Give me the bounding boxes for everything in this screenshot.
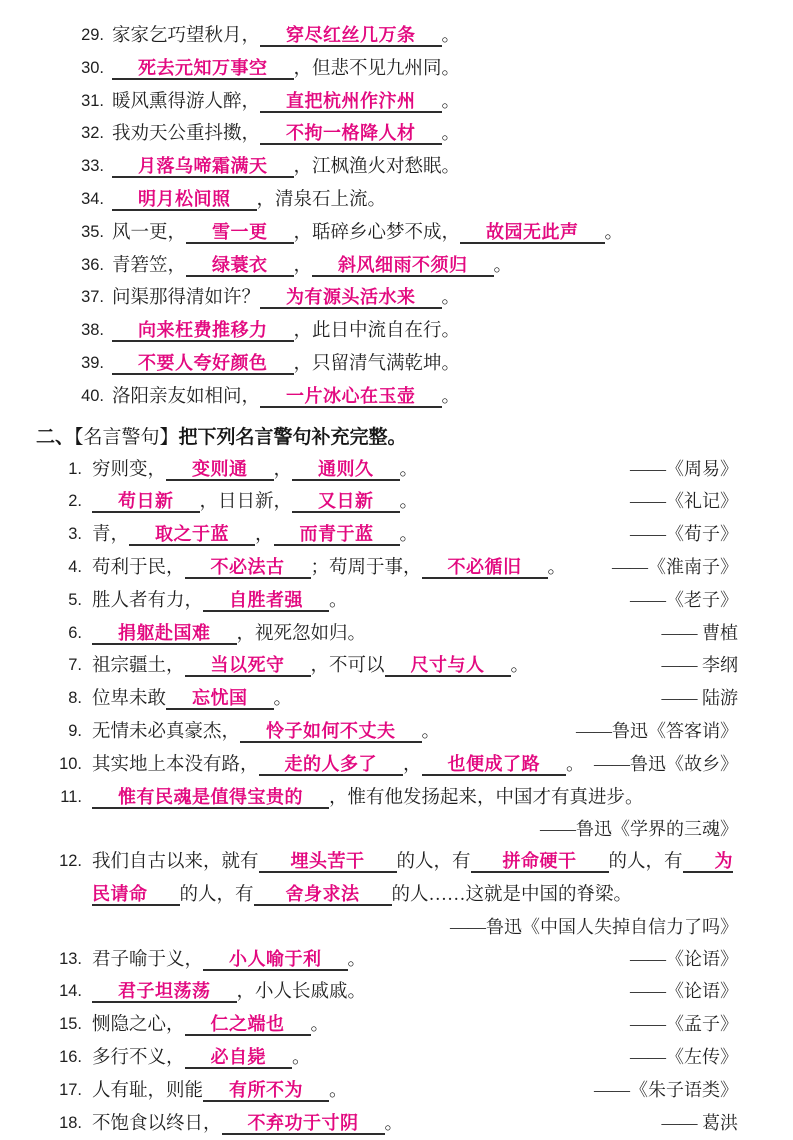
item-text: 。 xyxy=(329,591,348,611)
exercise-item xyxy=(36,716,738,749)
poetry-fill-in-list xyxy=(0,0,793,414)
item-source: ——《论语》 xyxy=(630,944,738,976)
item-text: 暖风熏得游人醉， xyxy=(112,92,260,112)
item-text: 恻隐之心， xyxy=(92,1015,185,1035)
section-tag: 【名言警句】 xyxy=(74,427,179,448)
item-content xyxy=(92,755,585,775)
exercise-item xyxy=(36,1108,738,1140)
exercise-item xyxy=(36,552,738,585)
answer-blank: 埋头苦干 xyxy=(259,851,397,873)
item-content xyxy=(112,387,460,407)
item-text: 。 xyxy=(400,492,419,512)
item-content xyxy=(112,223,623,243)
item-text: 。 xyxy=(442,288,461,308)
item-text: ，江枫渔火对愁眠。 xyxy=(294,157,461,177)
item-text: 我们自古以来，就有 xyxy=(92,852,259,872)
item-content xyxy=(112,321,460,341)
answer-blank: 穿尽红丝几万条 xyxy=(260,25,442,47)
answer-blank: 舍身求法 xyxy=(254,884,392,906)
item-text: 。 xyxy=(442,124,461,144)
answer-blank: 捐躯赴国难 xyxy=(92,623,237,645)
item-content xyxy=(92,689,292,709)
item-source: ——《老子》 xyxy=(630,585,738,617)
answer-blank: 忘忧国 xyxy=(166,688,274,710)
item-source: ——《淮南子》 xyxy=(612,552,738,584)
answer-blank: 苟日新 xyxy=(92,491,200,513)
answer-blank: 绿蓑衣 xyxy=(186,255,294,277)
item-content xyxy=(92,1081,348,1101)
answer-blank: 必自毙 xyxy=(185,1047,293,1069)
item-number: 17. xyxy=(36,1075,82,1107)
item-text: 我劝天公重抖擞， xyxy=(112,124,260,144)
item-number: 36. xyxy=(58,250,104,282)
item-source: —— 葛洪 xyxy=(662,1108,739,1140)
item-content xyxy=(92,591,348,611)
item-content xyxy=(92,558,566,578)
item-content xyxy=(92,852,733,905)
item-number: 33. xyxy=(58,151,104,183)
item-number: 7. xyxy=(36,650,82,682)
item-content xyxy=(92,1048,311,1068)
exercise-item xyxy=(36,618,738,651)
item-number: 38. xyxy=(58,315,104,347)
item-content xyxy=(112,190,386,210)
answer-blank: 又日新 xyxy=(292,491,400,513)
item-text: ；苟周于事， xyxy=(311,558,422,578)
item-number: 11. xyxy=(36,782,82,814)
item-text: 青， xyxy=(92,525,129,545)
exercise-item xyxy=(36,846,738,912)
item-number: 2. xyxy=(36,486,82,518)
item-content xyxy=(92,1015,329,1035)
sayings-fill-in-list xyxy=(0,454,793,1140)
answer-blank: 一片冰心在玉壶 xyxy=(260,386,442,408)
item-text: 。 xyxy=(605,223,624,243)
item-number: 30. xyxy=(58,53,104,85)
item-number: 4. xyxy=(36,552,82,584)
section-instruction: 把下列名言警句补充完整。 xyxy=(179,427,407,448)
item-content xyxy=(92,525,418,545)
exercise-item xyxy=(36,454,738,487)
exercise-item xyxy=(58,217,753,250)
exercise-item xyxy=(36,1009,738,1042)
item-source-row xyxy=(36,814,738,846)
answer-blank: 当以死守 xyxy=(185,655,311,677)
item-text: 。 xyxy=(442,26,461,46)
exercise-item xyxy=(36,749,738,782)
item-content xyxy=(92,722,440,742)
item-number: 13. xyxy=(36,944,82,976)
item-number: 1. xyxy=(36,454,82,486)
exercise-item xyxy=(36,519,738,552)
item-content xyxy=(92,656,529,676)
item-text: ，小人长戚戚。 xyxy=(237,982,367,1002)
item-text: ，清泉石上流。 xyxy=(257,190,387,210)
item-text: ，日日新， xyxy=(200,492,293,512)
item-text: 。 xyxy=(566,755,585,775)
item-content xyxy=(92,982,366,1002)
item-number: 3. xyxy=(36,519,82,551)
item-number: 32. xyxy=(58,118,104,150)
answer-blank: 君子坦荡荡 xyxy=(92,981,237,1003)
answer-blank: 取之于蓝 xyxy=(129,524,255,546)
item-text: 祖宗疆土， xyxy=(92,656,185,676)
exercise-item xyxy=(58,118,753,151)
item-text: 问渠那得清如许？ xyxy=(112,288,260,308)
item-content xyxy=(112,288,460,308)
item-text: 。 xyxy=(400,525,419,545)
item-content xyxy=(112,124,460,144)
item-content xyxy=(92,788,644,808)
exercise-item xyxy=(58,151,753,184)
exercise-item xyxy=(36,1075,738,1108)
answer-blank: 向来枉费推移力 xyxy=(112,320,294,342)
item-text: 。 xyxy=(274,689,293,709)
item-source: —— 曹植 xyxy=(662,618,739,650)
item-source: —— 陆游 xyxy=(662,683,739,715)
exercise-item xyxy=(36,976,738,1009)
answer-blank: 不必法古 xyxy=(185,557,311,579)
answer-blank: 惟有民魂是值得宝贵的 xyxy=(92,787,329,809)
item-text: 洛阳亲友如相问， xyxy=(112,387,260,407)
item-number: 31. xyxy=(58,86,104,118)
item-text: ，不可以 xyxy=(311,656,385,676)
item-source: ——《左传》 xyxy=(630,1042,738,1074)
answer-blank: 自胜者强 xyxy=(203,590,329,612)
answer-blank: 怜子如何不丈夫 xyxy=(240,721,422,743)
exercise-item xyxy=(58,315,753,348)
item-text: 的人，有 xyxy=(397,852,471,872)
item-content xyxy=(92,492,418,512)
answer-blank: 不弃功于寸阴 xyxy=(222,1113,385,1135)
item-content xyxy=(112,26,460,46)
item-number: 39. xyxy=(58,348,104,380)
answer-blank: 走的人多了 xyxy=(259,754,404,776)
item-text: 君子喻于义， xyxy=(92,950,203,970)
item-text: ，此日中流自在行。 xyxy=(294,321,461,341)
item-text: 的人，有 xyxy=(609,852,683,872)
item-number: 40. xyxy=(58,381,104,413)
exercise-item xyxy=(36,683,738,716)
item-text: ，只留清气满乾坤。 xyxy=(294,354,461,374)
item-source: ——《礼记》 xyxy=(630,486,738,518)
item-text: 青箬笠， xyxy=(112,256,186,276)
item-number: 9. xyxy=(36,716,82,748)
item-text: 。 xyxy=(292,1048,311,1068)
item-text: 无情未必真豪杰， xyxy=(92,722,240,742)
item-text: ， xyxy=(274,460,293,480)
item-text: 人有耻，则能 xyxy=(92,1081,203,1101)
section-heading xyxy=(36,422,793,454)
exercise-item xyxy=(58,53,753,86)
item-source: ——《论语》 xyxy=(630,976,738,1008)
item-text: 穷则变， xyxy=(92,460,166,480)
item-text: ，聒碎乡心梦不成， xyxy=(294,223,461,243)
answer-blank: 有所不为 xyxy=(203,1080,329,1102)
item-number: 6. xyxy=(36,618,82,650)
item-source: ——《朱子语类》 xyxy=(594,1075,738,1107)
item-number: 14. xyxy=(36,976,82,1008)
exercise-item xyxy=(36,585,738,618)
item-source: ——《周易》 xyxy=(630,454,738,486)
item-text: 。 xyxy=(348,950,367,970)
item-number: 34. xyxy=(58,184,104,216)
item-text: 胜人者有力， xyxy=(92,591,203,611)
item-text: 多行不义， xyxy=(92,1048,185,1068)
answer-blank: 拼命硬干 xyxy=(471,851,609,873)
answer-blank: 斜风细雨不须归 xyxy=(312,255,494,277)
item-text: 。 xyxy=(494,256,513,276)
item-text: 。 xyxy=(442,92,461,112)
item-content xyxy=(112,157,460,177)
exercise-item xyxy=(58,86,753,119)
item-text: 。 xyxy=(329,1081,348,1101)
answer-blank: 尺寸与人 xyxy=(385,655,511,677)
section-index: 二、 xyxy=(36,427,74,448)
item-text: 。 xyxy=(311,1015,330,1035)
answer-blank: 月落乌啼霜满天 xyxy=(112,156,294,178)
item-text: 家家乞巧望秋月， xyxy=(112,26,260,46)
item-text: ，但悲不见九州同。 xyxy=(294,59,461,79)
answer-blank: 而青于蓝 xyxy=(274,524,400,546)
answer-blank: 明月松间照 xyxy=(112,189,257,211)
exercise-item xyxy=(36,650,738,683)
exercise-item xyxy=(58,184,753,217)
item-number: 10. xyxy=(36,749,82,781)
item-content xyxy=(92,950,366,970)
item-content xyxy=(92,1114,403,1134)
answer-blank: 为民请命 xyxy=(92,851,733,906)
item-content xyxy=(112,92,460,112)
item-text: 的人……这就是中国的脊梁。 xyxy=(392,885,633,905)
exercise-item xyxy=(36,1042,738,1075)
answer-blank: 不拘一格降人材 xyxy=(260,123,442,145)
answer-blank: 不要人夸好颜色 xyxy=(112,353,294,375)
item-text: 的人，有 xyxy=(180,885,254,905)
item-source: —— 李纲 xyxy=(662,650,739,682)
item-source: ——《荀子》 xyxy=(630,519,738,551)
item-text: ，惟有他发扬起来，中国才有真进步。 xyxy=(329,788,644,808)
item-source: ——鲁迅《故乡》 xyxy=(594,749,738,781)
item-text: ， xyxy=(403,755,422,775)
exercise-item xyxy=(36,486,738,519)
answer-blank: 通则久 xyxy=(292,459,400,481)
item-source: ——鲁迅《学界的三魂》 xyxy=(540,819,738,839)
item-text: ，视死忽如归。 xyxy=(237,624,367,644)
item-number: 37. xyxy=(58,282,104,314)
item-text: ， xyxy=(294,256,313,276)
item-content xyxy=(112,256,512,276)
answer-blank: 小人喻于利 xyxy=(203,949,348,971)
answer-blank: 变则通 xyxy=(166,459,274,481)
answer-blank: 不必循旧 xyxy=(422,557,548,579)
item-text: 。 xyxy=(385,1114,404,1134)
item-text: 其实地上本没有路， xyxy=(92,755,259,775)
item-content xyxy=(112,59,460,79)
item-text: 。 xyxy=(442,387,461,407)
item-number: 15. xyxy=(36,1009,82,1041)
item-number: 5. xyxy=(36,585,82,617)
answer-blank: 雪一更 xyxy=(186,222,294,244)
item-number: 16. xyxy=(36,1042,82,1074)
item-source-row xyxy=(36,912,738,944)
item-text: 苟利于民， xyxy=(92,558,185,578)
exercise-item xyxy=(58,348,753,381)
answer-blank: 故园无此声 xyxy=(460,222,605,244)
exercise-item xyxy=(36,782,738,815)
answer-blank: 仁之端也 xyxy=(185,1014,311,1036)
answer-blank: 也便成了路 xyxy=(422,754,567,776)
item-content xyxy=(92,460,418,480)
exercise-item xyxy=(58,20,753,53)
exercise-item xyxy=(58,381,753,414)
item-text: 位卑未敢 xyxy=(92,689,166,709)
item-number: 18. xyxy=(36,1108,82,1140)
item-source: ——鲁迅《中国人失掉自信力了吗》 xyxy=(450,917,738,937)
item-content xyxy=(112,354,460,374)
exercise-item xyxy=(58,250,753,283)
item-text: 。 xyxy=(400,460,419,480)
item-text: 。 xyxy=(422,722,441,742)
item-text: 不饱食以终日， xyxy=(92,1114,222,1134)
item-text: ， xyxy=(255,525,274,545)
item-number: 29. xyxy=(58,20,104,52)
answer-blank: 直把杭州作汴州 xyxy=(260,91,442,113)
item-content xyxy=(92,624,366,644)
item-text: 。 xyxy=(548,558,567,578)
item-text: 。 xyxy=(511,656,530,676)
answer-blank: 为有源头活水来 xyxy=(260,287,442,309)
exercise-item xyxy=(36,944,738,977)
item-number: 12. xyxy=(36,846,82,878)
item-number: 8. xyxy=(36,683,82,715)
item-text: 风一更， xyxy=(112,223,186,243)
item-source: ——《孟子》 xyxy=(630,1009,738,1041)
answer-blank: 死去元知万事空 xyxy=(112,58,294,80)
exercise-item xyxy=(58,282,753,315)
item-number: 35. xyxy=(58,217,104,249)
item-source: ——鲁迅《答客诮》 xyxy=(576,716,738,748)
